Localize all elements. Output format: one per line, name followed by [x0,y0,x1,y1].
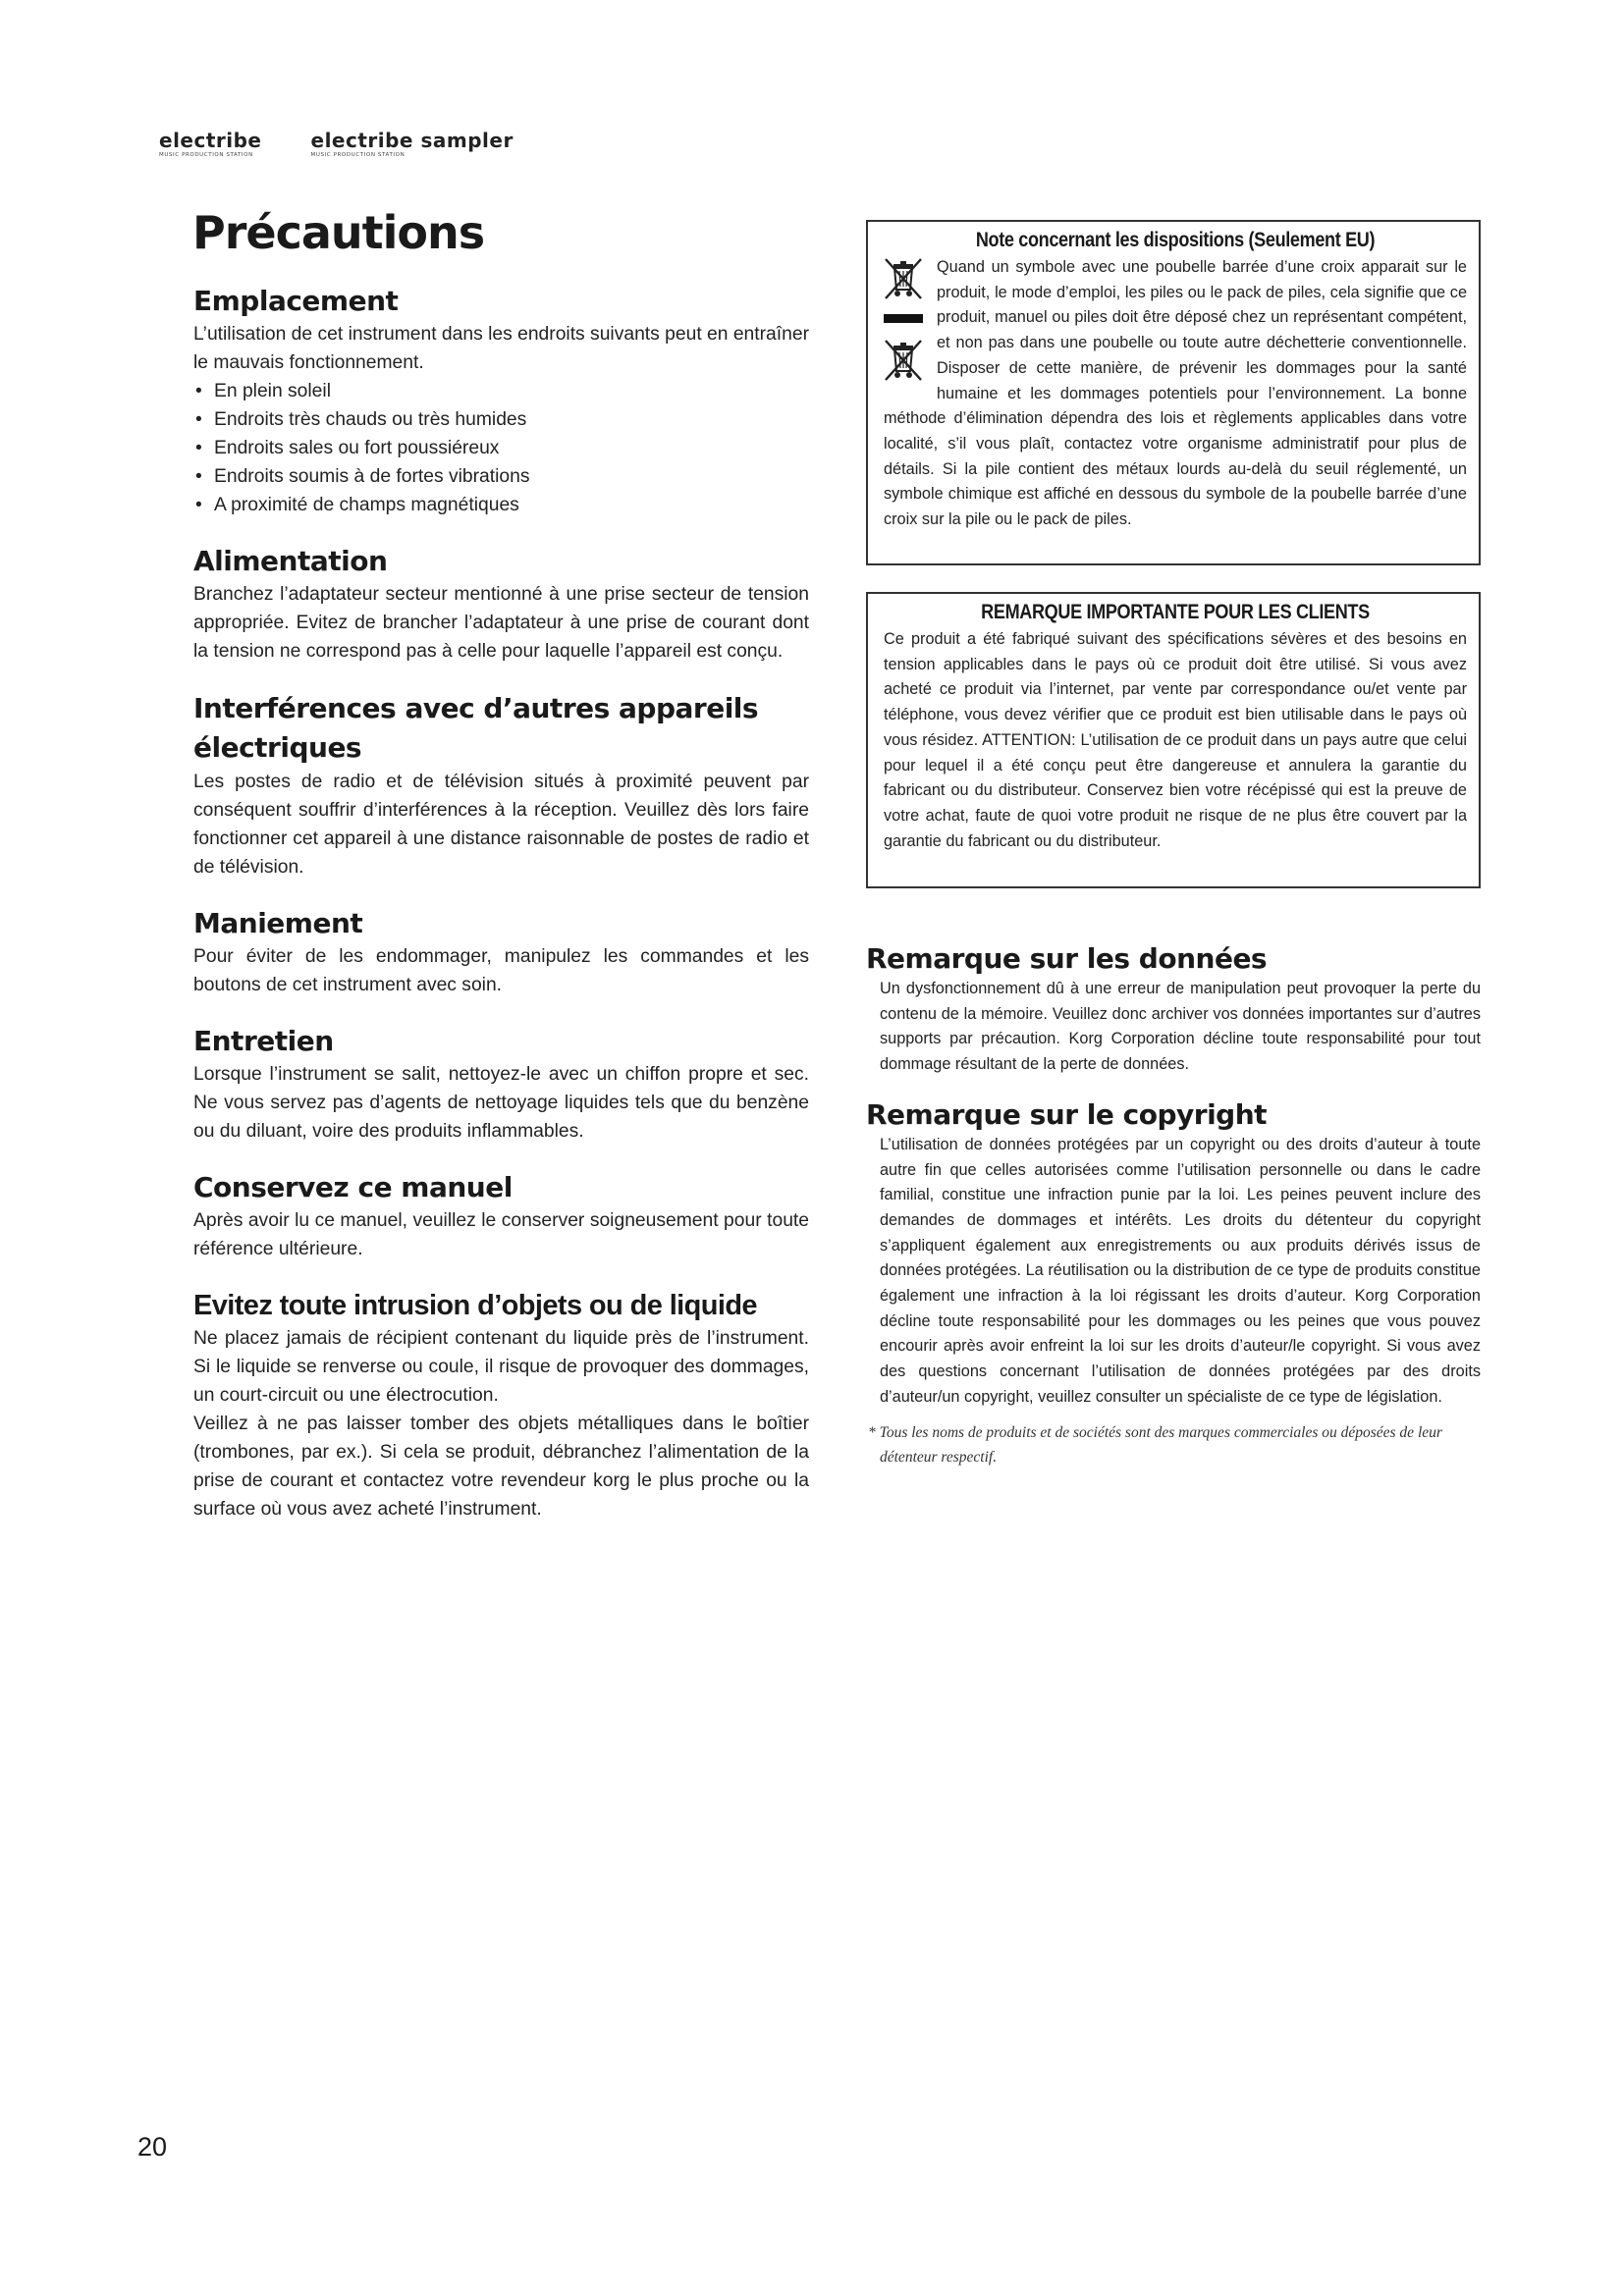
section-text: Les postes de radio et de télévision situés à proximité peuvent par conséquent souffrir d’interférences à la réception. Veuillez dès lors faire fonctionner cet appareil à une distance raisonnable de postes de radio et de télévision. [193,772,809,878]
page-title: Précautions [192,206,485,259]
list-item: • En plein soleil [193,377,809,405]
section-text: Veillez à ne pas laisser tomber des objets métalliques dans le boîtier (trombones, par ex.). Si cela se produit, débranchez l’alimentation de la prise de courant et contactez votre revendeur korg le plus proche ou la surface où vous avez acheté l’instrument. [193,1414,809,1520]
left-column [193,283,809,1547]
section-heading: Remarque sur les données [866,942,1268,975]
section-emplacement [193,283,809,519]
list-item: • Endroits très chauds ou très humides [193,405,809,434]
section-alimentation [193,543,809,666]
important-customer-notice-box [866,592,1481,888]
section-heading: Alimentation [193,545,388,577]
list-item: • A proximité de champs magnétiques [193,491,809,519]
header-logos [159,130,514,159]
section-text: L’utilisation de cet instrument dans les endroits suivants peut en entraîner le mauvais fonctionnement. [193,324,810,373]
section-heading: Evitez toute intrusion d’objets ou de liquide [193,1290,757,1321]
section-maniement [193,905,809,999]
crossed-out-wheelie-bin-icon [884,339,923,382]
section-text: Pour éviter de les endommager, manipulez les commandes et les boutons de cet instrument avec soin. [193,946,809,995]
section-heading: Maniement [193,907,363,939]
section-conservez [193,1169,809,1263]
page-number: 20 [137,2132,168,2162]
box-text: Ce produit a été fabriqué suivant des spécifications sévères et des besoins en tension applicables dans le pays où ce produit doit être utilisé. Si vous avez acheté ce produit via l’internet, par vente par correspondance ou/et vente par téléphone, vous devez vérifier que ce produit est bien utilisable dans le pays où vous résidez. ATTENTION: L’utilisation de ce produit dans un pays autre que celui pour lequel il a été conçu peut être dangereuse et annulera la garantie du fabricant ou du distributeur. Conservez bien votre récépissé qui est la preuve de votre achat, faute de quoi votre produit ne risque de ne plus être couvert par la garantie du fabricant ou du distributeur. [884,630,1467,850]
section-heading: Remarque sur le copyright [866,1097,1268,1131]
logo-word: electribe [159,129,262,152]
section-text: Ne placez jamais de récipient contenant du liquide près de l’instrument. Si le liquide se renverse ou coule, il risque de provoquer des dommages, un court-circuit ou une électrocution. [193,1328,809,1406]
logo-subtitle: MUSIC PRODUCTION STATION [159,152,253,158]
section-heading: Emplacement [193,285,399,317]
section-text: Un dysfonctionnement dû à une erreur de manipulation peut provoquer la perte du contenu de la mémoire. Veuillez donc archiver vos données importantes sur d’autres supports par précaution. Korg Corporation décline toute responsabilité pour tout dommage résultant de la perte de données. [880,980,1481,1074]
section-text: Après avoir lu ce manuel, veuillez le conserver soigneusement pour toute référence ultérieure. [193,1210,809,1259]
trademark-footnote: * Tous les noms de produits et de sociétés sont des marques commerciales ou déposées de leur détenteur respectif. [868,1423,1442,1466]
location-list [193,377,809,519]
box-text: Quand un symbole avec une poubelle barrée d’une croix apparait sur le produit, le mode d’emploi, les piles ou le pack de piles, cela signifie que ce produit, manuel ou piles doit être déposé chez un représentant compétent, et non pas dans une poubelle ou toute autre déchetterie conventionnelle. Disposer de cette manière, de prévenir les dommages pour la santé humaine et les dommages potentiels pour l’environnement. La bonne méthode d’élimination dépendra des lois et règlements applicables dans votre localité, s’il vous plaît, contactez votre organisme administratif pour plus de détails. Si la pile contient des métaux lourds au-delà du seuil réglementé, un symbole chimique est affiché en dessous du symbole de la poubelle barrée d’une croix sur la pile ou le pack de piles. [884,258,1467,529]
section-interferences [193,689,809,881]
crossed-out-wheelie-bin-icon [884,257,923,300]
section-heading: Interférences avec d’autres appareils électriques [193,692,759,764]
section-donnees [866,941,1481,1078]
logo-word: electribe sampler [310,129,514,152]
eu-disposal-notice-box [866,220,1481,565]
section-copyright [866,1097,1481,1411]
electribe-sampler-logo [311,130,514,159]
right-column [866,220,1481,1469]
list-item: • Endroits soumis à de fortes vibrations [193,462,809,491]
section-entretien [193,1023,809,1146]
weee-symbols [884,257,923,382]
section-heading: Entretien [193,1025,334,1057]
section-intrusion [193,1287,809,1523]
section-heading: Conservez ce manuel [193,1171,513,1203]
weee-bar-icon [884,314,923,323]
section-text: L’utilisation de données protégées par un copyright ou des droits d’auteur à toute autre fin que celles autorisées comme l’utilisation personnelle ou dans le cadre familial, constitue une infraction punie par la loi. Les peines peuvent inclure des demandes de dommages et intérêts. Les droits du détenteur du copyright s’appliquent également aux enregistrements ou aux produits dérivés issus de données protégées. La réutilisation ou la distribution de ce type de produits constitue également une infraction à la loi régissant les droits d’auteur. Korg Corporation décline toute responsabilité pour les dommages ou les peines que vous pouvez encourir après avoir enfreint la loi sur les droits d’auteur/le copyright. Si vous avez des questions concernant l’utilisation de données protégées par des droits d’auteur/un copyright, veuillez consulter un spécialiste de ce type de législation. [880,1135,1481,1406]
list-item: • Endroits sales ou fort poussiéreux [193,434,809,462]
section-text: Lorsque l’instrument se salit, nettoyez-le avec un chiffon propre et sec. Ne vous servez pas d’agents de nettoyage liquides tels que du benzène ou du diluant, voire des produits inflammables. [193,1064,809,1142]
section-text: Branchez l’adaptateur secteur mentionné à une prise secteur de tension appropriée. Evitez de brancher l’adaptateur à une prise de courant dont la tension ne correspond pas à celle pour laquelle l’appareil est conçu. [193,584,809,662]
box-heading: REMARQUE IMPORTANTE POUR LES CLIENTS [981,601,1370,623]
electribe-logo [159,130,262,159]
box-heading: Note concernant les dispositions (Seulement EU) [975,229,1376,251]
logo-subtitle: MUSIC PRODUCTION STATION [310,152,406,158]
